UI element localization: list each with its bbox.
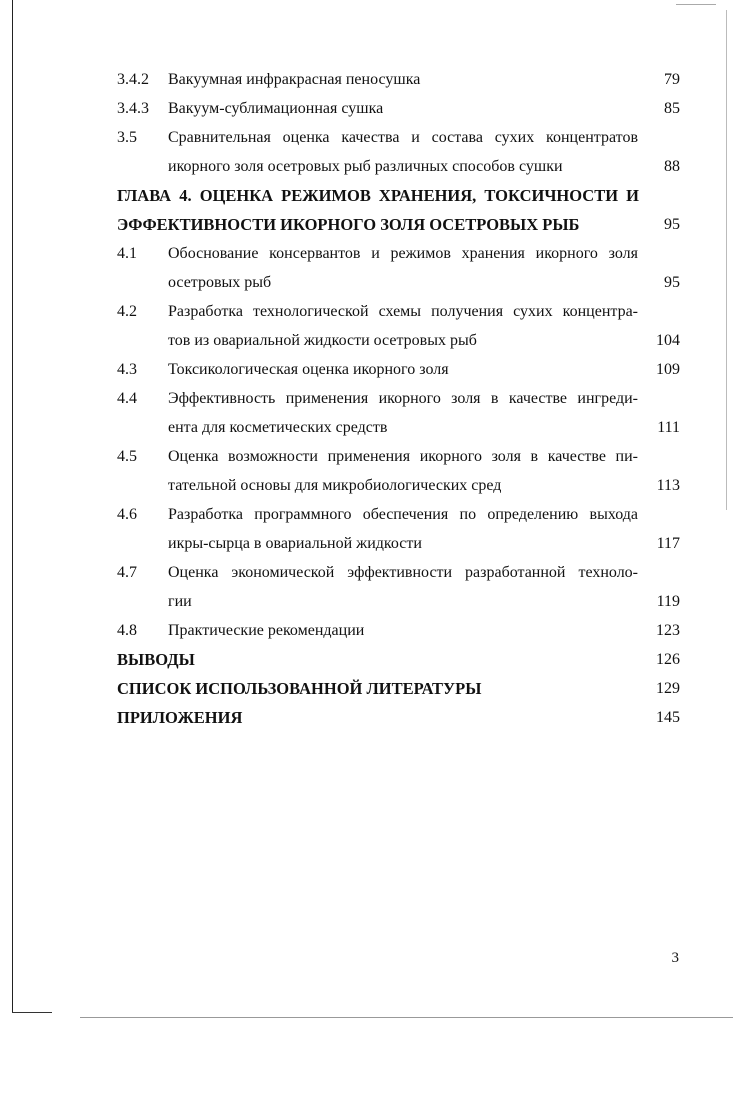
toc-page: 145: [656, 709, 680, 726]
toc-entry-3-5: [117, 126, 680, 150]
toc-page: 111: [657, 419, 680, 436]
toc-entry-4-4-cont: [117, 416, 680, 440]
toc-page: 95: [664, 216, 680, 233]
toc-entry-3-4-2: [117, 68, 680, 92]
toc-number: 4.2: [117, 303, 137, 320]
toc-page: 123: [656, 622, 680, 639]
toc-title: Эффективность применения икорного золя в качестве ингреди-: [168, 390, 638, 407]
toc-title: Вакуумная инфракрасная пеносушка: [168, 71, 421, 88]
toc-title: Разработка программного обеспечения по определению выхода: [168, 506, 638, 523]
toc-entry-3-4-3: [117, 97, 680, 121]
toc-number: 4.7: [117, 564, 137, 581]
toc-entry-3-5-cont: [117, 155, 680, 179]
section-heading: ВЫВОДЫ: [117, 650, 195, 669]
toc-entry-4-1-cont: [117, 271, 680, 295]
chapter-heading-continued: ЭФФЕКТИВНОСТИ ИКОРНОГО ЗОЛЯ ОСЕТРОВЫХ РЫБ: [117, 215, 580, 234]
toc-entry-4-8: [117, 619, 680, 643]
toc-number: 4.6: [117, 506, 137, 523]
toc-number: 3.4.2: [117, 71, 149, 88]
toc-number: 3.5: [117, 129, 137, 146]
toc-title-continued: тательной основы для микробиологических сред: [168, 477, 502, 494]
toc-entry-4-2: [117, 300, 680, 324]
toc-title-continued: ента для косметических средств: [168, 419, 388, 436]
toc-entry-4-2-cont: [117, 329, 680, 353]
toc-page: 104: [656, 332, 680, 349]
toc-title-continued: гии: [168, 593, 192, 610]
toc-page: 129: [656, 680, 680, 697]
toc-title-continued: осетровых рыб: [168, 274, 272, 291]
toc-entry-4-7: [117, 561, 680, 585]
toc-page: 79: [664, 71, 680, 88]
toc-entry-4-4: [117, 387, 680, 411]
toc-conclusions: [117, 648, 680, 672]
toc-page: 109: [656, 361, 680, 378]
toc-entry-4-6-cont: [117, 532, 680, 556]
scan-border-left: [12, 0, 13, 1012]
scan-border-right: [726, 10, 727, 510]
toc-title-continued: икры-сырца в овариальной жидкости: [168, 535, 422, 552]
toc-title: Сравнительная оценка качества и состава сухих концентратов: [168, 129, 638, 146]
toc-page: 117: [656, 535, 680, 552]
toc-page: 119: [656, 593, 680, 610]
toc-references: [117, 677, 680, 701]
toc-entry-4-6: [117, 503, 680, 527]
section-heading: ПРИЛОЖЕНИЯ: [117, 708, 243, 727]
toc-chapter-4-cont: [117, 213, 680, 237]
toc-entry-4-7-cont: [117, 590, 680, 614]
toc-page: 85: [664, 100, 680, 117]
toc-title: Практические рекомендации: [168, 622, 365, 639]
toc-chapter-4: [117, 184, 680, 208]
toc-entry-4-3: [117, 358, 680, 382]
scan-border-bottom: [80, 1017, 733, 1018]
toc-title-continued: тов из овариальной жидкости осетровых рыб: [168, 332, 477, 349]
toc-number: 4.8: [117, 622, 137, 639]
toc-entry-4-5: [117, 445, 680, 469]
scan-mark-top: [676, 4, 716, 5]
scan-border-bottom-left: [12, 1012, 52, 1013]
toc-title: Оценка возможности применения икорного золя в качестве пи-: [168, 448, 638, 465]
toc-entry-4-5-cont: [117, 474, 680, 498]
chapter-heading: ГЛАВА 4. ОЦЕНКА РЕЖИМОВ ХРАНЕНИЯ, ТОКСИЧНОСТИ И: [117, 186, 639, 205]
toc-page: 113: [656, 477, 680, 494]
toc-number: 3.4.3: [117, 100, 149, 117]
toc-title: Разработка технологической схемы получения сухих концентра-: [168, 303, 638, 320]
toc-number: 4.3: [117, 361, 137, 378]
toc-appendices: [117, 706, 680, 730]
toc-page: 88: [664, 158, 680, 175]
toc-title: Вакуум-сублимационная сушка: [168, 100, 384, 117]
section-heading: СПИСОК ИСПОЛЬЗОВАННОЙ ЛИТЕРАТУРЫ: [117, 679, 482, 698]
toc-title-continued: икорного золя осетровых рыб различных способов сушки: [168, 158, 563, 175]
toc-number: 4.4: [117, 390, 137, 407]
toc-page: 95: [664, 274, 680, 291]
toc-title: Оценка экономической эффективности разработанной техноло-: [168, 564, 638, 581]
toc-page: 126: [656, 651, 680, 668]
page-number: 3: [671, 950, 679, 966]
toc-number: 4.1: [117, 245, 137, 262]
toc-entry-4-1: [117, 242, 680, 266]
toc-title: Токсикологическая оценка икорного золя: [168, 361, 449, 378]
toc-number: 4.5: [117, 448, 137, 465]
toc-title: Обоснование консервантов и режимов хранения икорного золя: [168, 245, 638, 262]
